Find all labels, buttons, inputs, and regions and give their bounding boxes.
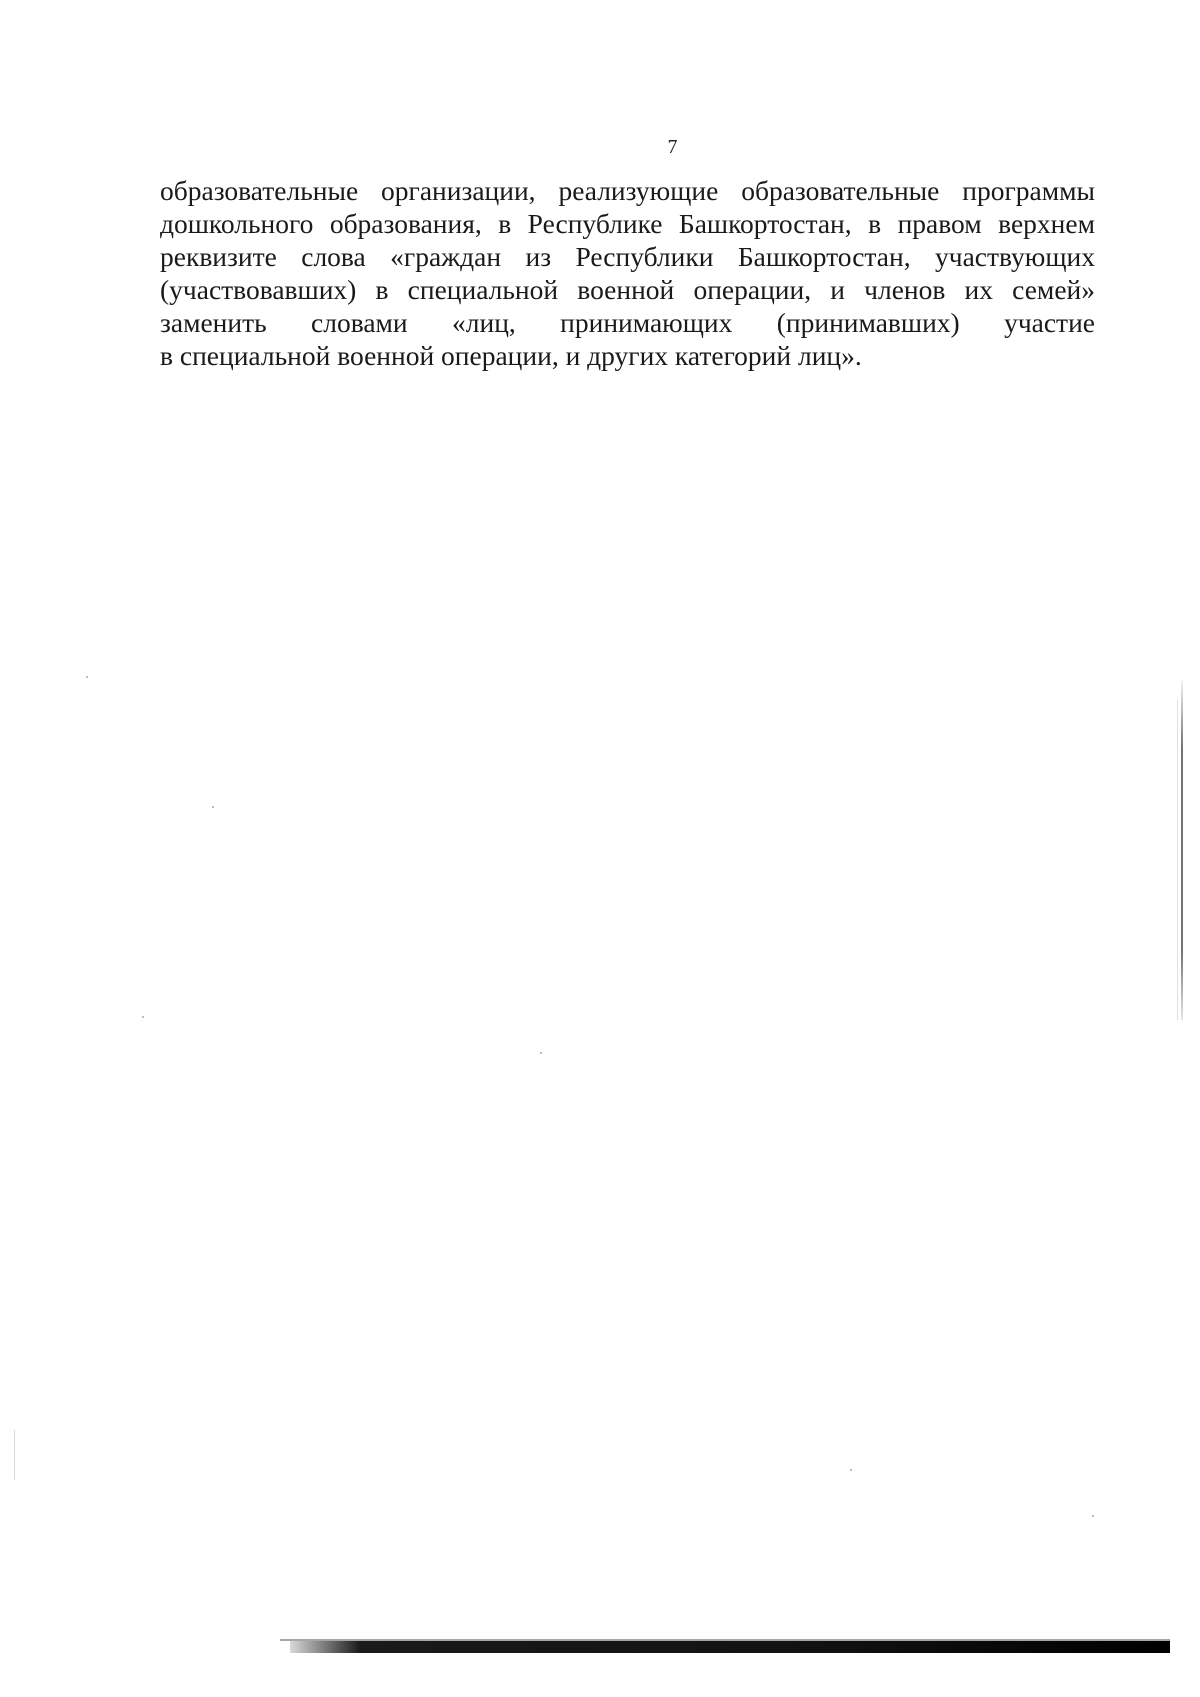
dust-speck bbox=[142, 1016, 144, 1018]
scan-edge-artifact bbox=[1181, 680, 1183, 1020]
scan-left-edge-artifact bbox=[14, 1430, 15, 1480]
page-number: 7 bbox=[667, 136, 678, 158]
scan-edge-faint-artifact bbox=[1177, 700, 1178, 1020]
dust-speck bbox=[850, 1469, 852, 1471]
dust-speck bbox=[86, 676, 88, 678]
dust-speck bbox=[540, 1052, 542, 1054]
paragraph-line-4: (участвовавших) в специальной военной операции, и членов их семей» bbox=[160, 274, 1095, 305]
paragraph-line-2: дошкольного образования, в Республике Башкортостан, в правом верхнем bbox=[160, 208, 1095, 239]
paragraph-line-1: образовательные организации, реализующие образовательные программы bbox=[160, 175, 1095, 206]
dust-speck bbox=[212, 806, 214, 808]
paragraph-line-6: в специальной военной операции, и других категорий лиц». bbox=[160, 340, 862, 371]
paragraph-line-5: заменить словами «лиц, принимающих (принимавших) участие bbox=[160, 307, 1095, 338]
paragraph-line-3: реквизите слова «граждан из Республики Башкортостан, участвующих bbox=[160, 241, 1095, 272]
body-paragraph bbox=[160, 174, 1095, 372]
scan-bottom-bar-artifact bbox=[290, 1641, 1170, 1653]
dust-speck bbox=[1092, 1515, 1094, 1517]
